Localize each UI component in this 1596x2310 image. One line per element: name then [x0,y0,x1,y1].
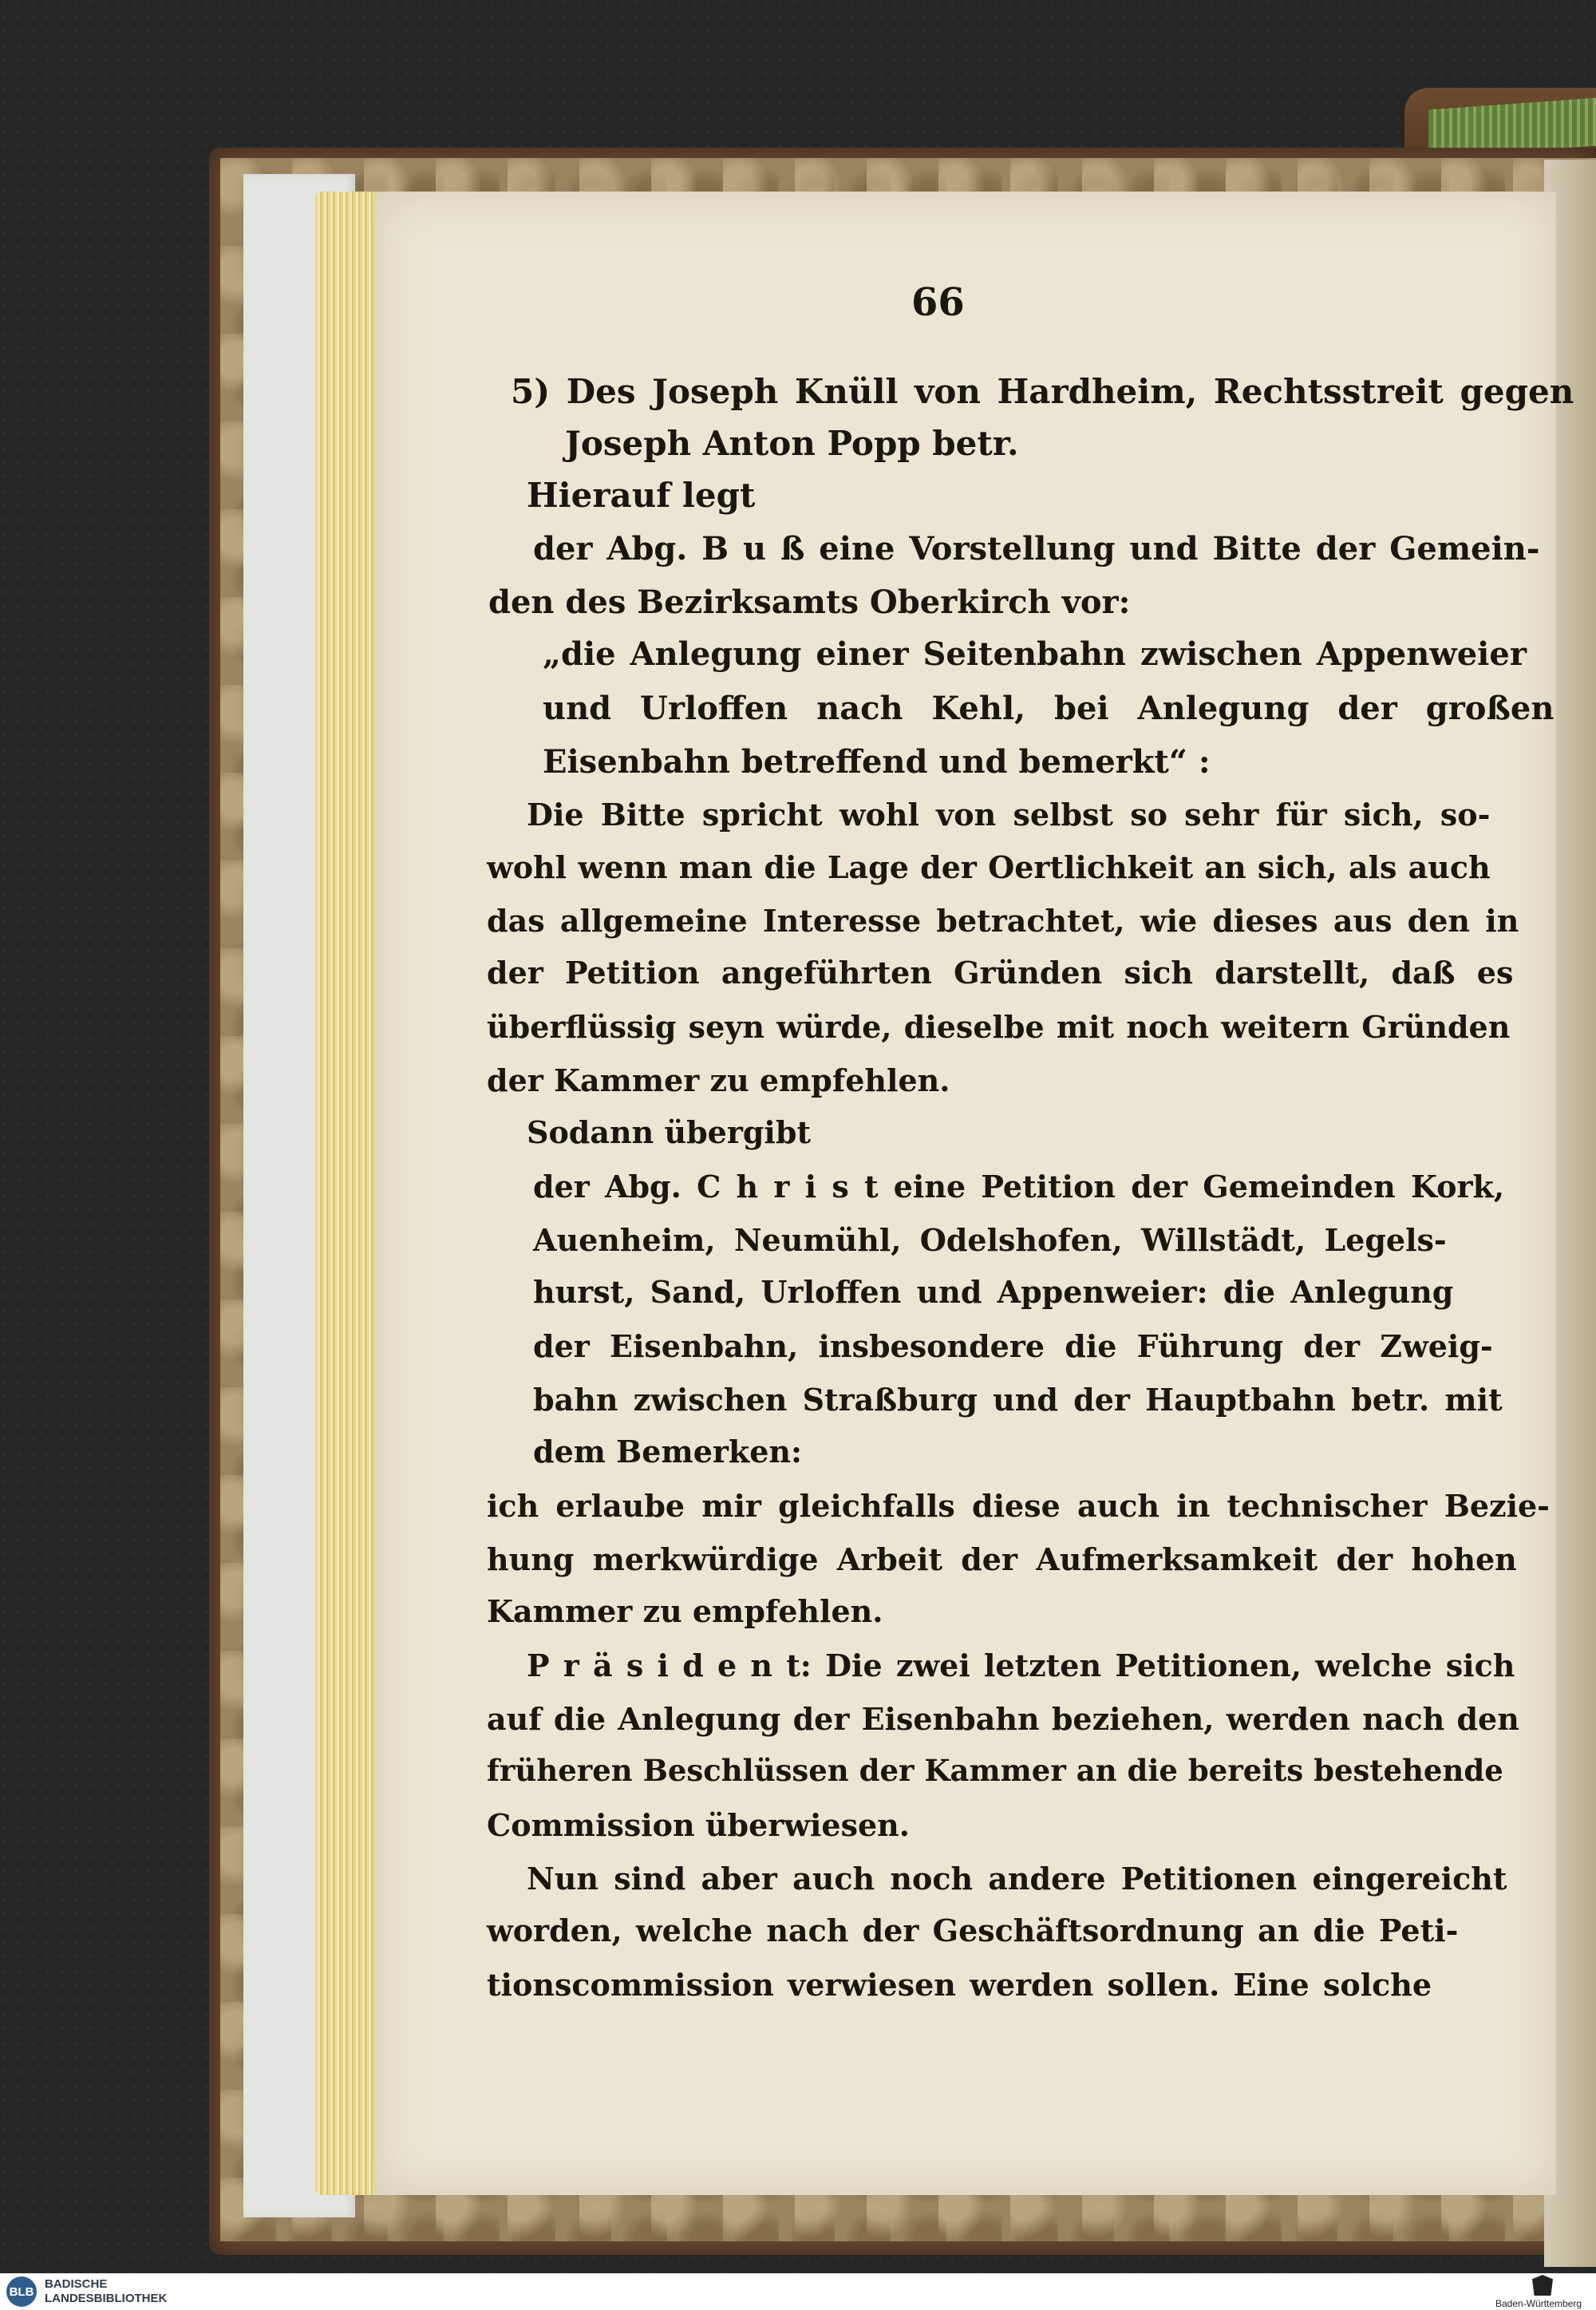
text-line: der Abg. C h r i s t eine Petition der Gemeinden Kork, [533,1169,1505,1204]
text-line: worden, welche nach der Geschäftsordnung an die Peti- [487,1912,1459,1948]
text-line: Eisenbahn betreffend und bemerkt“ : [543,743,1211,781]
text-line: der Eisenbahn, insbesondere die Führung der Zweig- [533,1328,1493,1364]
text-line: dem Bemerken: [533,1434,803,1469]
page-edges [315,192,379,2195]
text-line: hurst, Sand, Urloffen und Appenweier: die Anlegung [533,1274,1454,1310]
library-name [45,2277,167,2306]
text-line: Joseph Anton Popp betr. [565,424,1019,463]
text-line: wohl wenn man die Lage der Oertlichkeit an sich, als auch [487,849,1491,885]
text-line: den des Bezirksamts Oberkirch vor: [488,583,1131,621]
text-line: hung merkwürdige Arbeit der Aufmerksamkeit der hohen [487,1541,1517,1577]
text-line: Hierauf legt [527,476,756,515]
text-line: überflüssig seyn würde, dieselbe mit noch weitern Gründen [487,1009,1511,1045]
text-line: Commission überwiesen. [487,1807,911,1843]
text-line: Sodann übergibt [527,1114,811,1150]
coat-of-arms-icon [1532,2275,1553,2296]
page-number: 66 [911,280,965,325]
text-line: ich erlaube mir gleichfalls diese auch in technischer Bezie- [487,1488,1550,1524]
text-line: und Urloffen nach Kehl, bei Anlegung der großen [543,690,1555,727]
text-line: auf die Anlegung der Eisenbahn beziehen, werden nach den [487,1701,1519,1737]
text-line: früheren Beschlüssen der Kammer an die bereits bestehende [487,1753,1503,1788]
text-line: Nun sind aber auch noch andere Petitionen eingereicht [527,1861,1507,1897]
text-line: Die Bitte spricht wohl von selbst so sehr für sich, so- [527,797,1491,833]
library-name-line2: LANDESBIBLIOTHEK [45,2292,168,2305]
region-label: Baden-Württemberg [1495,2298,1582,2309]
text-line: Kammer zu empfehlen. [487,1593,883,1629]
text-line: bahn zwischen Straßburg und der Hauptbahn betr. mit [533,1382,1503,1418]
library-name-line1: BADISCHE [45,2277,108,2291]
text-line: „die Anlegung einer Seitenbahn zwischen Appenweier [543,635,1527,673]
text-line: der Abg. B u ß eine Vorstellung und Bitte der Gemein- [533,530,1540,568]
text-line: tionscommission verwiesen werden sollen. Eine solche [487,1967,1432,2003]
text-line: der Petition angeführten Gründen sich darstellt, daß es [487,955,1514,991]
text-line: 5) Des Joseph Knüll von Hardheim, Rechtsstreit gegen [511,372,1574,411]
text-line: P r ä s i d e n t: Die zwei letzten Petitionen, welche sich [527,1647,1515,1683]
text-line: Auenheim, Neumühl, Odelshofen, Willstädt, Legels- [533,1222,1447,1258]
blb-logo: BLB [6,2276,37,2307]
text-line: der Kammer zu empfehlen. [487,1062,950,1098]
footer-bar [0,2273,1596,2310]
text-line: das allgemeine Interesse betrachtet, wie dieses aus den in [487,903,1519,939]
